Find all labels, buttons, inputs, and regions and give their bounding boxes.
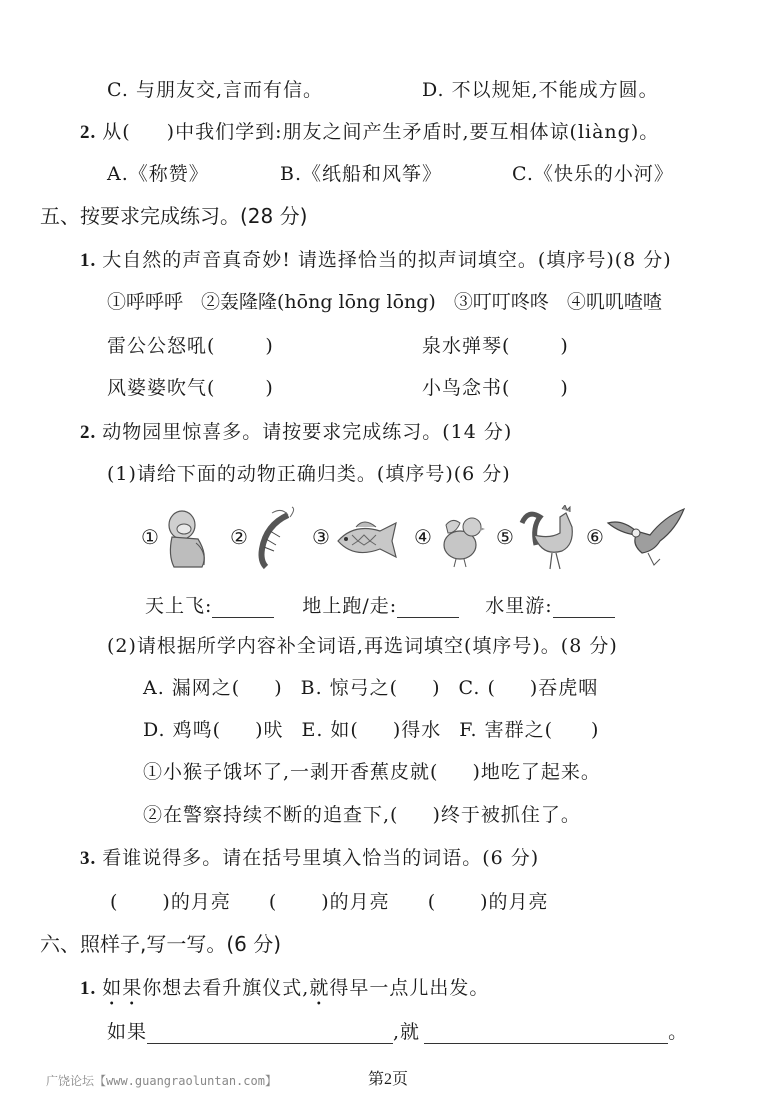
answer-line[interactable] xyxy=(147,1023,393,1044)
section-5-title: 五、按要求完成练习。(28 分) xyxy=(40,204,308,228)
category-land: 地上跑/走: xyxy=(302,595,398,617)
rooster-icon xyxy=(518,505,582,573)
question-number: 2. xyxy=(80,122,97,143)
animal-label: ⑤ xyxy=(496,525,514,549)
s5-question-3 xyxy=(80,846,539,871)
question-2 xyxy=(80,120,659,145)
q2-option-c: C.《快乐的小河》 xyxy=(512,163,674,185)
animal-label: ② xyxy=(230,525,248,549)
question-text: 看谁说得多。请在括号里填入恰当的词语。(6 分) xyxy=(102,847,540,869)
choice: ③叮叮咚咚 xyxy=(453,291,549,313)
question-text: 从( xyxy=(102,121,131,143)
question-text: )中我们学到:朋友之间产生矛盾时,要互相体谅(liàng)。 xyxy=(166,121,660,143)
fish-icon xyxy=(334,505,402,573)
animal-label: ③ xyxy=(312,525,330,549)
question-number: 3. xyxy=(80,848,97,869)
page-number: 第2页 xyxy=(368,1071,409,1088)
idiom-row-2: D. 鸡鸣( )吠 E. 如( )得水 F. 害群之( ) xyxy=(143,719,600,741)
option-d: D. 不以规矩,不能成方圆。 xyxy=(422,79,659,101)
category-water: 水里游: xyxy=(485,595,553,617)
emphasized-word: 就 xyxy=(309,977,330,999)
imitate-sentence: 如果 ,就 。 xyxy=(107,1021,689,1043)
sub-question-1: (1)请给下面的动物正确归类。(填序号)(6 分) xyxy=(107,463,511,485)
q2-option-b: B.《纸船和风筝》 xyxy=(280,163,443,185)
fill-blank[interactable]: 风婆婆吹气( ) xyxy=(107,377,274,399)
section-6-title: 六、照样子,写一写。(6 分) xyxy=(40,932,282,956)
answer-blank[interactable] xyxy=(553,597,615,618)
answer-blank[interactable] xyxy=(212,597,274,618)
sound-choices xyxy=(107,290,662,314)
watermark: 广饶论坛【www.guangraoluntan.com】 xyxy=(46,1074,277,1088)
gorilla-icon xyxy=(162,505,212,573)
s6-question-1: 1. 如果你想去看升旗仪式,就得早一点儿出发。 xyxy=(80,977,490,999)
question-text: 动物园里惊喜多。请按要求完成练习。(14 分) xyxy=(102,421,513,443)
emphasized-word: 如果 xyxy=(102,977,143,999)
animal-label: ④ xyxy=(414,525,432,549)
category-sky: 天上飞: xyxy=(145,595,213,617)
answer-blank[interactable] xyxy=(397,597,459,618)
choice: ②轰隆隆(hōng lōng lōng) xyxy=(201,291,436,313)
fill-blank[interactable]: 小鸟念书( ) xyxy=(422,377,569,399)
s5-question-2 xyxy=(80,420,512,445)
moon-fill-row: ( )的月亮 ( )的月亮 ( )的月亮 xyxy=(110,891,549,913)
choice: ①呼呼呼 xyxy=(107,291,184,313)
sentence-2: ②在警察持续不断的追查下,( )终于被抓住了。 xyxy=(143,804,581,826)
idiom-row-1: A. 漏网之( ) B. 惊弓之( ) C. ( )吞虎咽 xyxy=(143,677,599,699)
animal-label: ⑥ xyxy=(586,525,604,549)
eagle-icon xyxy=(606,505,688,573)
fill-blank[interactable]: 泉水弹琴( ) xyxy=(422,335,569,357)
animal-label: ① xyxy=(141,525,159,549)
question-text: 大自然的声音真奇妙! 请选择恰当的拟声词填空。(填序号)(8 分) xyxy=(102,249,672,271)
shrimp-icon xyxy=(252,505,298,573)
question-number: 2. xyxy=(80,422,97,443)
answer-line[interactable] xyxy=(424,1023,668,1044)
sentence-1: ①小猴子饿坏了,一剥开香蕉皮就( )地吃了起来。 xyxy=(143,761,601,783)
option-c: C. 与朋友交,言而有信。 xyxy=(107,79,323,101)
sub-question-2: (2)请根据所学内容补全词语,再选词填空(填序号)。(8 分) xyxy=(107,635,618,657)
classification-row xyxy=(145,594,615,618)
question-number: 1. xyxy=(80,978,97,999)
question-number: 1. xyxy=(80,250,97,271)
s5-question-1 xyxy=(80,248,672,273)
q2-option-a: A.《称赞》 xyxy=(107,163,209,185)
fill-blank[interactable]: 雷公公怒吼( ) xyxy=(107,335,274,357)
chick-icon xyxy=(436,505,486,573)
choice: ④叽叽喳喳 xyxy=(566,291,662,313)
